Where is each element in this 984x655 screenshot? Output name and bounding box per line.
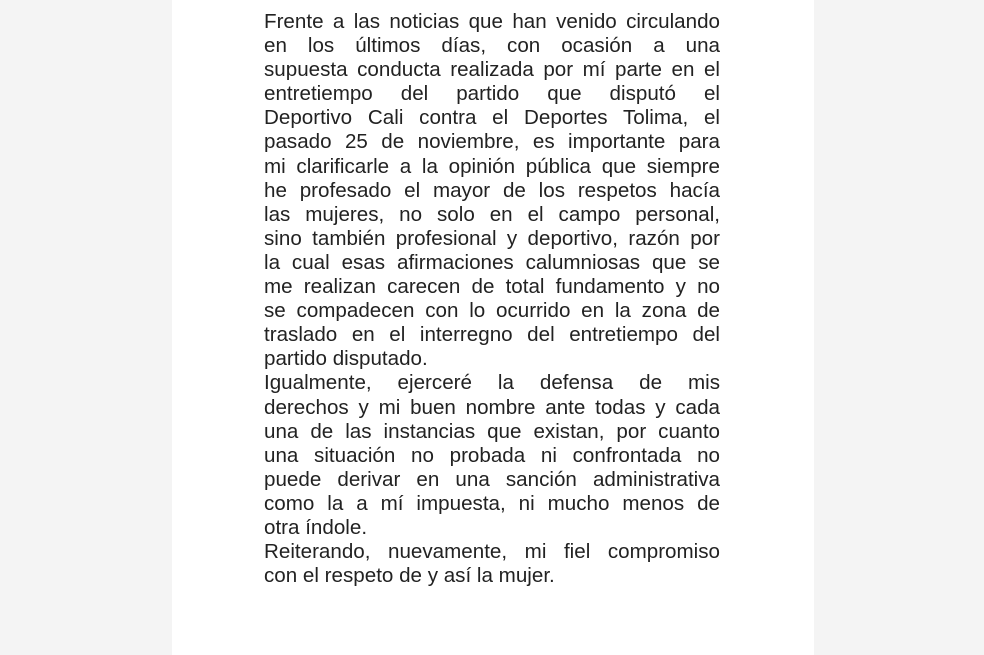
text-line: supuesta conducta realizada por mí parte en el — [264, 58, 720, 82]
text-line: partido disputado. — [264, 347, 428, 371]
text-line: sino también profesional y deportivo, razón por — [264, 226, 720, 250]
statement-text — [264, 10, 720, 588]
text-line: Reiterando, nuevamente, mi fiel compromiso — [264, 540, 720, 564]
document-page — [172, 0, 814, 655]
paragraph-3 — [264, 540, 720, 588]
text-line: pasado 25 de noviembre, es importante para — [264, 130, 720, 154]
text-line: otra índole. — [264, 515, 368, 539]
text-line: traslado en el interregno del entretiempo del — [264, 323, 720, 347]
text-line: en los últimos días, con ocasión a una — [264, 34, 720, 58]
paragraph-1 — [264, 10, 720, 371]
paragraph-2 — [264, 371, 720, 540]
text-line: como la a mí impuesta, ni mucho menos de — [264, 491, 720, 515]
text-line: la cual esas afirmaciones calumniosas que se — [264, 250, 720, 274]
text-line: entretiempo del partido que disputó el — [264, 82, 720, 106]
text-line: Deportivo Cali contra el Deportes Tolima, el — [264, 106, 720, 130]
text-line: una situación no probada ni confrontada no — [264, 443, 720, 467]
text-line: puede derivar en una sanción administrativa — [264, 467, 720, 491]
text-line: Frente a las noticias que han venido circulando — [264, 10, 720, 33]
text-line: mi clarificarle a la opinión pública que siempre — [264, 154, 720, 178]
text-line: se compadecen con lo ocurrido en la zona de — [264, 299, 720, 323]
text-line: con el respeto de y así la mujer. — [264, 564, 555, 588]
text-line: me realizan carecen de total fundamento y no — [264, 275, 720, 299]
text-line: Igualmente, ejerceré la defensa de mis — [264, 371, 720, 395]
text-line: las mujeres, no solo en el campo personal, — [264, 202, 720, 226]
text-line: derechos y mi buen nombre ante todas y cada — [264, 395, 720, 419]
text-line: he profesado el mayor de los respetos hacía — [264, 178, 720, 202]
text-line: una de las instancias que existan, por cuanto — [264, 419, 720, 443]
